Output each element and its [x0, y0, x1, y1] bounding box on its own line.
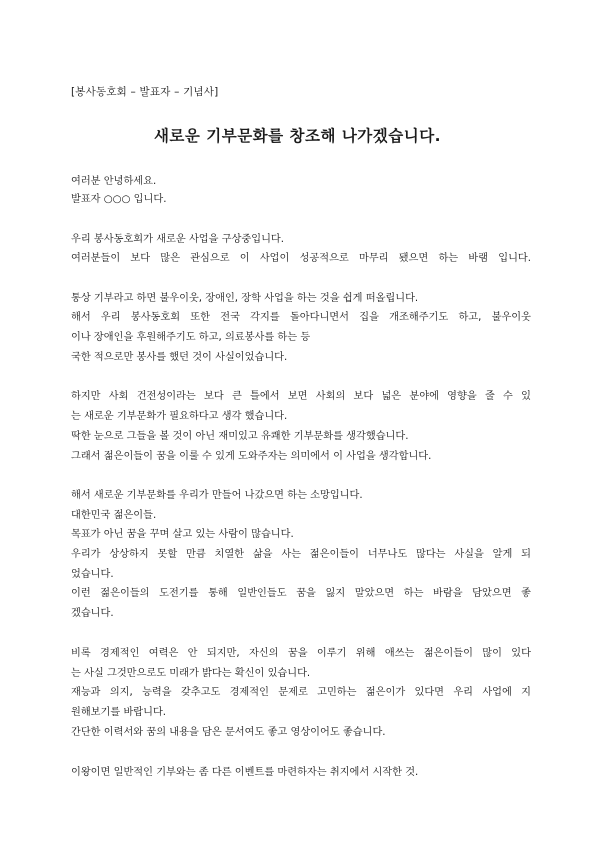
body-line: 재능과 의지, 능력을 갖추고도 경제적인 문제로 고민하는 젊은이가 있다면 우리 사업에 지: [71, 687, 531, 698]
body-line: 간단한 이력서와 꿈의 내용을 담은 문서여도 좋고 영상이어도 좋습니다.: [71, 727, 386, 738]
header-tag: [봉사동호회 – 발표자 – 기념사]: [71, 86, 219, 98]
body-line: 원해보기를 바랍니다.: [71, 707, 167, 718]
body-line: 는 사실 그것만으로도 미래가 밝다는 확신이 있습니다.: [71, 668, 311, 679]
body-line: 통상 기부라고 하면 불우이웃, 장애인, 장학 사업을 하는 것을 쉽게 떠올립니다.: [71, 293, 419, 304]
body-line: 이나 장애인을 후원해주기도 하고, 의료봉사를 하는 등: [71, 332, 311, 343]
body-line: 대한민국 젊은이들.: [71, 510, 157, 521]
body-line: 국한 적으로만 봉사를 했던 것이 사실이었습니다.: [71, 352, 288, 363]
body-line: 우리가 상상하지 못할 만큼 치열한 삶을 사는 젊은이들이 너무나도 많다는 사실을 알게 되: [71, 549, 531, 560]
body-line: 이런 젊은이들의 도전기를 통해 일반인들도 꿈을 잃지 말았으면 하는 바람을 담았으면 좋: [71, 588, 531, 599]
body-line: 비록 경제적인 여력은 안 되지만, 자신의 꿈을 이루기 위해 애쓰는 젊은이들이 많이 있다: [71, 648, 531, 659]
body-line: 는 새로운 기부문화가 필요하다고 생각 했습니다.: [71, 411, 288, 422]
body-line: 겠습니다.: [71, 608, 114, 619]
body-line: 그래서 젊은이들이 꿈을 이룰 수 있게 도와주자는 의미에서 이 사업을 생각합니다.: [71, 451, 432, 462]
body-line: 여러분들이 보다 많은 관심으로 이 사업이 성공적으로 마무리 됐으면 하는 바램 입니다.: [71, 253, 531, 264]
body-line: 이왕이면 일반적인 기부와는 좀 다른 이벤트를 마련하자는 취지에서 시작한 것.: [71, 767, 419, 778]
body-line: 우리 봉사동호회가 새로운 사업을 구상중입니다.: [71, 234, 285, 245]
body-line: 해서 우리 봉사동호회 또한 전국 각지를 돌아다니면서 집을 개조해주기도 하고, 불우이웃: [71, 312, 531, 323]
body-line: 었습니다.: [71, 569, 114, 580]
body-line: 하지만 사회 건전성이라는 보다 큰 틀에서 보면 사회의 보다 넓은 분야에 영향을 줄 수 있: [71, 391, 531, 402]
body-line: 발표자 ○○○ 입니다.: [71, 194, 167, 205]
body-line: 목표가 아닌 꿈을 꾸며 살고 있는 사람이 많습니다.: [71, 529, 294, 540]
page-title: 새로운 기부문화를 창조해 나가겠습니다.: [153, 127, 442, 145]
body-line: 여러분 안녕하세요.: [71, 176, 157, 187]
body-line: 해서 새로운 기부문화를 우리가 만들어 나갔으면 하는 소망입니다.: [71, 490, 363, 501]
body-line: 딱한 눈으로 그들을 볼 것이 아닌 재미있고 유쾌한 기부문화를 생각했습니다.: [71, 431, 409, 442]
